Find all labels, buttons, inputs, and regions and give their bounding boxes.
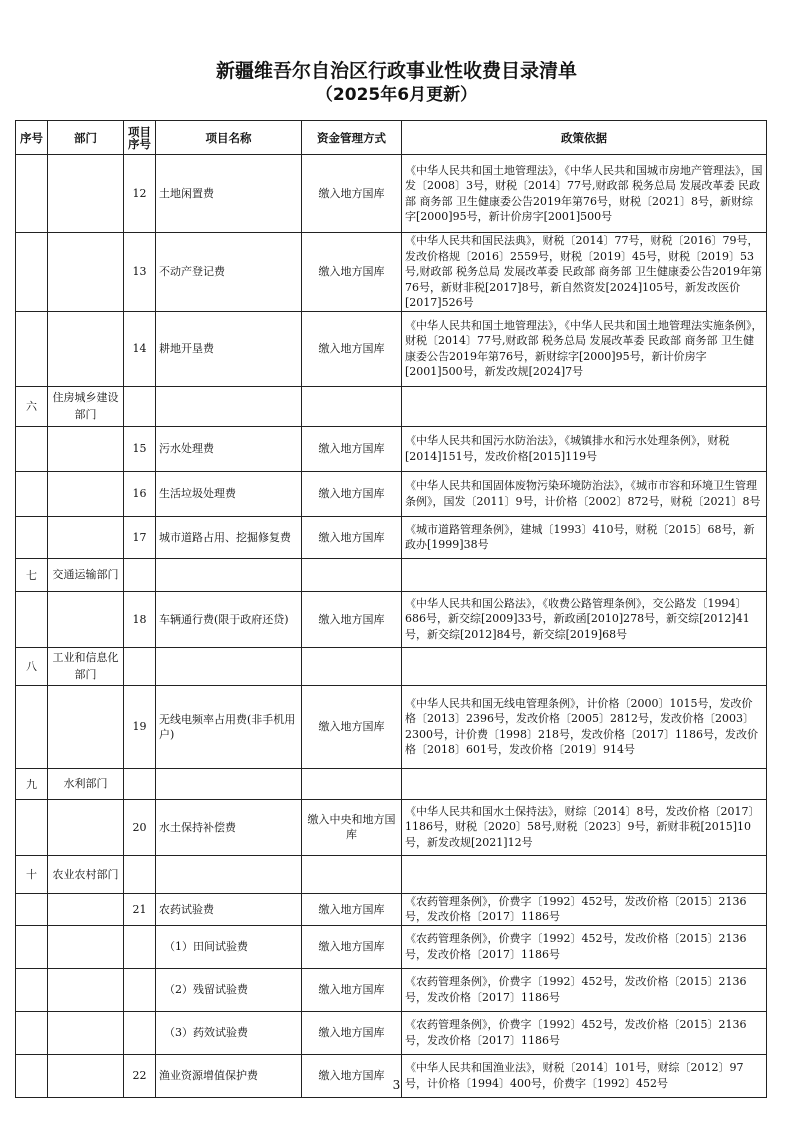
fund-management-cell: 缴入地方国库 (302, 1011, 402, 1054)
row-number-cell (16, 516, 48, 558)
policy-basis-cell: 《中华人民共和国土地管理法》，《中华人民共和国土地管理法实施条例》，财税〔2014〕77号,财政部 税务总局 发展改革委 民政部 商务部 卫生健康委公告2019年第76号，新财综字[2000]95号，新计价房字[2001]500号，新发改规[2024]7号 (402, 311, 767, 386)
item-number-cell: 20 (124, 799, 156, 855)
fund-management-cell: 缴入地方国库 (302, 311, 402, 386)
row-number-cell (16, 925, 48, 968)
table-row (16, 925, 767, 968)
item-name-cell: （2）残留试验费 (156, 968, 302, 1011)
policy-basis-cell: 《农药管理条例》，价费字〔1992〕452号，发改价格〔2015〕2136号，发改价格〔2017〕1186号 (402, 968, 767, 1011)
row-number-cell: 六 (16, 386, 48, 426)
policy-basis-cell: 《中华人民共和国公路法》，《收费公路管理条例》，交公路发〔1994〕686号，新交综[2009]33号，新政函[2010]278号，新交综[2012]41号，新交综[2012]84号，新交综[2019]68号 (402, 591, 767, 647)
policy-basis-cell (402, 855, 767, 893)
policy-basis-cell: 《中华人民共和国水土保持法》，财综〔2014〕8号，发改价格〔2017〕1186号，财税〔2020〕58号,财税〔2023〕9号，新财非税[2015]10号，新发改规[2021]12号 (402, 799, 767, 855)
item-name-cell (156, 855, 302, 893)
header-item-no: 项目序号 (124, 121, 156, 155)
item-name-cell (156, 386, 302, 426)
department-cell (48, 591, 124, 647)
row-number-cell (16, 591, 48, 647)
table-row (16, 386, 767, 426)
fund-management-cell: 缴入地方国库 (302, 968, 402, 1011)
policy-basis-cell: 《中华人民共和国土地管理法》，《中华人民共和国城市房地产管理法》，国发〔2008〕3号，财税〔2014〕77号,财政部 税务总局 发展改革委 民政部 商务部 卫生健康委公告2019年第76号，财税〔2021〕8号，新财综字[2000]95号，新计价房字[2001]500号 (402, 155, 767, 233)
table-row (16, 968, 767, 1011)
table-row (16, 799, 767, 855)
item-number-cell (124, 925, 156, 968)
table-row (16, 558, 767, 591)
item-name-cell: 水土保持补偿费 (156, 799, 302, 855)
row-number-cell: 九 (16, 768, 48, 799)
row-number-cell: 八 (16, 647, 48, 685)
department-cell: 交通运输部门 (48, 558, 124, 591)
department-cell: 农业农村部门 (48, 855, 124, 893)
fee-catalog-table (15, 120, 767, 1098)
item-number-cell (124, 386, 156, 426)
fund-management-cell (302, 386, 402, 426)
table-row (16, 471, 767, 516)
table-row (16, 311, 767, 386)
item-number-cell: 16 (124, 471, 156, 516)
item-number-cell (124, 855, 156, 893)
item-name-cell: 生活垃圾处理费 (156, 471, 302, 516)
item-number-cell (124, 647, 156, 685)
department-cell (48, 155, 124, 233)
department-cell (48, 426, 124, 471)
row-number-cell (16, 311, 48, 386)
policy-basis-cell (402, 647, 767, 685)
row-number-cell (16, 968, 48, 1011)
item-number-cell: 18 (124, 591, 156, 647)
department-cell: 水利部门 (48, 768, 124, 799)
row-number-cell (16, 1011, 48, 1054)
item-name-cell (156, 558, 302, 591)
row-number-cell (16, 233, 48, 312)
table-row (16, 1011, 767, 1054)
fund-management-cell: 缴入地方国库 (302, 516, 402, 558)
item-name-cell: 城市道路占用、挖掘修复费 (156, 516, 302, 558)
item-number-cell (124, 968, 156, 1011)
fund-management-cell (302, 558, 402, 591)
fund-management-cell: 缴入地方国库 (302, 155, 402, 233)
item-name-cell: 耕地开垦费 (156, 311, 302, 386)
policy-basis-cell: 《农药管理条例》，价费字〔1992〕452号，发改价格〔2015〕2136号，发改价格〔2017〕1186号 (402, 1011, 767, 1054)
fund-management-cell: 缴入地方国库 (302, 685, 402, 768)
item-name-cell: 不动产登记费 (156, 233, 302, 312)
item-number-cell: 17 (124, 516, 156, 558)
department-cell (48, 893, 124, 925)
policy-basis-cell: 《中华人民共和国渔业法》，财税〔2014〕101号，财综〔2012〕97号，计价格〔1994〕400号，价费字〔1992〕452号 (402, 1054, 767, 1097)
fund-management-cell: 缴入地方国库 (302, 591, 402, 647)
policy-basis-cell (402, 558, 767, 591)
item-number-cell: 14 (124, 311, 156, 386)
department-cell (48, 516, 124, 558)
row-number-cell (16, 893, 48, 925)
department-cell (48, 471, 124, 516)
item-name-cell: 农药试验费 (156, 893, 302, 925)
item-name-cell: 渔业资源增值保护费 (156, 1054, 302, 1097)
row-number-cell (16, 685, 48, 768)
header-dept: 部门 (48, 121, 124, 155)
item-number-cell: 21 (124, 893, 156, 925)
header-item-name: 项目名称 (156, 121, 302, 155)
table-row (16, 647, 767, 685)
fund-management-cell: 缴入地方国库 (302, 925, 402, 968)
policy-basis-cell (402, 768, 767, 799)
policy-basis-cell: 《中华人民共和国无线电管理条例》，计价格〔2000〕1015号，发改价格〔2013〕2396号，发改价格〔2005〕2812号，发改价格〔2003〕2300号，计价费〔1998〕218号，发改价格〔2017〕1186号，发改价格〔2018〕601号，发改价格〔2019〕914号 (402, 685, 767, 768)
item-name-cell: 车辆通行费(限于政府还贷) (156, 591, 302, 647)
table-header-row (16, 121, 767, 155)
policy-basis-cell: 《农药管理条例》，价费字〔1992〕452号，发改价格〔2015〕2136号，发改价格〔2017〕1186号 (402, 925, 767, 968)
fund-management-cell (302, 768, 402, 799)
department-cell (48, 925, 124, 968)
item-number-cell: 22 (124, 1054, 156, 1097)
table-row (16, 233, 767, 312)
fund-management-cell: 缴入地方国库 (302, 893, 402, 925)
document-title: 新疆维吾尔自治区行政事业性收费目录清单 (215, 60, 577, 82)
table-row (16, 426, 767, 471)
header-no: 序号 (16, 121, 48, 155)
table-row (16, 685, 767, 768)
department-cell (48, 799, 124, 855)
item-number-cell (124, 1011, 156, 1054)
item-name-cell (156, 768, 302, 799)
policy-basis-cell: 《中华人民共和国污水防治法》，《城镇排水和污水处理条例》，财税[2014]151号，发改价格[2015]119号 (402, 426, 767, 471)
policy-basis-cell: 《农药管理条例》，价费字〔1992〕452号，发改价格〔2015〕2136号，发改价格〔2017〕1186号 (402, 893, 767, 925)
fund-management-cell (302, 855, 402, 893)
item-name-cell: 污水处理费 (156, 426, 302, 471)
table-row (16, 591, 767, 647)
department-cell (48, 311, 124, 386)
row-number-cell: 十 (16, 855, 48, 893)
item-name-cell: 土地闲置费 (156, 155, 302, 233)
policy-basis-cell: 《城市道路管理条例》，建城〔1993〕410号，财税〔2015〕68号，新政办[1999]38号 (402, 516, 767, 558)
fund-management-cell: 缴入地方国库 (302, 426, 402, 471)
table-row (16, 516, 767, 558)
department-cell: 住房城乡建设部门 (48, 386, 124, 426)
item-name-cell (156, 647, 302, 685)
department-cell (48, 233, 124, 312)
department-cell (48, 685, 124, 768)
department-cell (48, 1011, 124, 1054)
item-name-cell: （1）田间试验费 (156, 925, 302, 968)
fund-management-cell: 缴入地方国库 (302, 1054, 402, 1097)
policy-basis-cell: 《中华人民共和国固体废物污染环境防治法》，《城市市容和环境卫生管理条例》，国发〔2011〕9号，计价格〔2002〕872号，财税〔2021〕8号 (402, 471, 767, 516)
table-row (16, 855, 767, 893)
item-number-cell (124, 768, 156, 799)
page-number: 3 (392, 1078, 401, 1092)
row-number-cell: 七 (16, 558, 48, 591)
row-number-cell (16, 155, 48, 233)
table-row (16, 768, 767, 799)
item-number-cell: 15 (124, 426, 156, 471)
table-row (16, 155, 767, 233)
item-number-cell: 19 (124, 685, 156, 768)
fund-management-cell: 缴入地方国库 (302, 233, 402, 312)
row-number-cell (16, 471, 48, 516)
header-policy-basis: 政策依据 (402, 121, 767, 155)
department-cell (48, 968, 124, 1011)
row-number-cell (16, 426, 48, 471)
policy-basis-cell (402, 386, 767, 426)
item-number-cell: 12 (124, 155, 156, 233)
department-cell: 工业和信息化部门 (48, 647, 124, 685)
fund-management-cell: 缴入中央和地方国库 (302, 799, 402, 855)
header-fund-management: 资金管理方式 (302, 121, 402, 155)
item-number-cell (124, 558, 156, 591)
item-name-cell: 无线电频率占用费(非手机用户) (156, 685, 302, 768)
table-row (16, 893, 767, 925)
fund-management-cell (302, 647, 402, 685)
item-name-cell: （3）药效试验费 (156, 1011, 302, 1054)
policy-basis-cell: 《中华人民共和国民法典》，财税〔2014〕77号，财税〔2016〕79号，发改价格规〔2016〕2559号，财税〔2019〕45号，财税〔2019〕53号,财政部 税务总局 发展改革委 民政部 商务部 卫生健康委公告2019年第76号，新财非税[2017]8号，新自然资发[2024]105号，新发改医价[2017]526号 (402, 233, 767, 312)
fund-management-cell: 缴入地方国库 (302, 471, 402, 516)
item-number-cell: 13 (124, 233, 156, 312)
row-number-cell (16, 799, 48, 855)
document-subtitle: （2025年6月更新） (315, 85, 478, 105)
